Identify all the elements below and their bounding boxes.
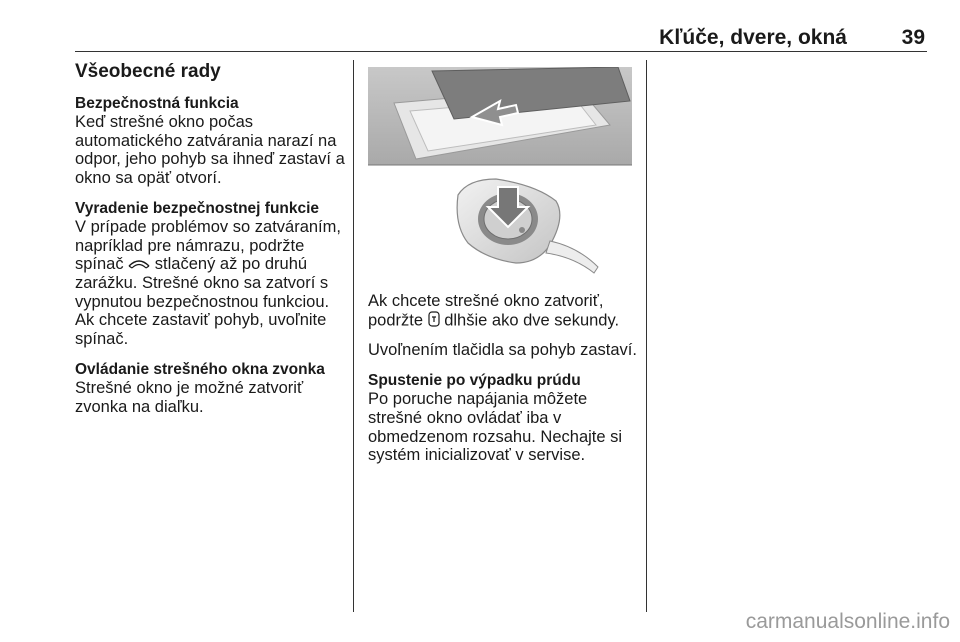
left-column bbox=[75, 63, 347, 426]
text-line: automatického zatvárania narazí na bbox=[75, 131, 337, 150]
safety-function-block bbox=[75, 95, 347, 188]
chapter-title: Kľúče, dvere, okná bbox=[659, 26, 847, 49]
block-heading: Spustenie po výpadku prúdu bbox=[368, 371, 581, 389]
text-line: okno sa opäť otvorí. bbox=[75, 168, 222, 187]
text-line: Strešné okno je možné zatvoriť bbox=[75, 379, 304, 398]
sunroof-switch-icon bbox=[128, 256, 150, 275]
text-line: odpor, jeho pohyb sa ihneď zastaví a bbox=[75, 150, 345, 169]
text-line: dlhšie ako dve sekundy. bbox=[439, 311, 620, 330]
column-divider-left bbox=[353, 60, 354, 612]
caption-text bbox=[368, 292, 640, 331]
block-text bbox=[368, 390, 640, 464]
text-line: Ak chcete zastaviť pohyb, uvoľnite bbox=[75, 311, 327, 330]
middle-column-text bbox=[368, 292, 640, 475]
block-heading: Bezpečnostná funkcia bbox=[75, 94, 239, 112]
release-text: Uvoľnením tlačidla sa pohyb zastaví. bbox=[368, 341, 637, 360]
text-line: vypnutou bezpečnostnou funkciou. bbox=[75, 292, 330, 311]
header-rule bbox=[75, 51, 927, 52]
text-line: obmedzenom rozsahu. Nechajte si bbox=[368, 427, 623, 446]
text-line: strešné okno ovládať iba v bbox=[368, 408, 562, 427]
block-heading: Vyradenie bezpečnostnej funkcie bbox=[75, 199, 320, 217]
disable-safety-block bbox=[75, 200, 347, 349]
power-failure-block bbox=[368, 372, 640, 465]
page-header bbox=[75, 26, 925, 50]
text-line: V prípade problémov so zatváraním, bbox=[75, 218, 341, 237]
block-text bbox=[75, 113, 347, 187]
text-line: napríklad pre námrazu, podržte bbox=[75, 236, 305, 255]
text-line: podržte bbox=[368, 311, 428, 330]
text-line: zvonka na diaľku. bbox=[75, 397, 204, 416]
block-text bbox=[75, 218, 347, 349]
key-fob-sunroof-close-illustration bbox=[368, 67, 632, 275]
watermark: carmanualsonline.info bbox=[745, 610, 950, 633]
block-text bbox=[75, 379, 347, 416]
text-line: Keď strešné okno počas bbox=[75, 113, 253, 132]
text-line: Po poruche napájania môžete bbox=[368, 390, 588, 409]
text-line: spínač bbox=[75, 255, 129, 274]
text-line: spínač. bbox=[75, 330, 129, 349]
text-line: systém inicializovať v servise. bbox=[368, 446, 586, 465]
block-heading: Ovládanie strešného okna zvonka bbox=[75, 360, 325, 378]
text-line: Ak chcete strešné okno zatvoriť, bbox=[368, 292, 604, 310]
column-divider-right bbox=[646, 60, 647, 612]
text-line: zarážku. Strešné okno sa zatvorí s bbox=[75, 274, 329, 293]
text-line: stlačený až po druhú bbox=[150, 255, 308, 274]
page-number: 39 bbox=[901, 26, 925, 49]
lock-button-icon bbox=[428, 311, 440, 332]
remote-close-block bbox=[75, 361, 347, 417]
section-title: Všeobecné rady bbox=[75, 61, 221, 82]
